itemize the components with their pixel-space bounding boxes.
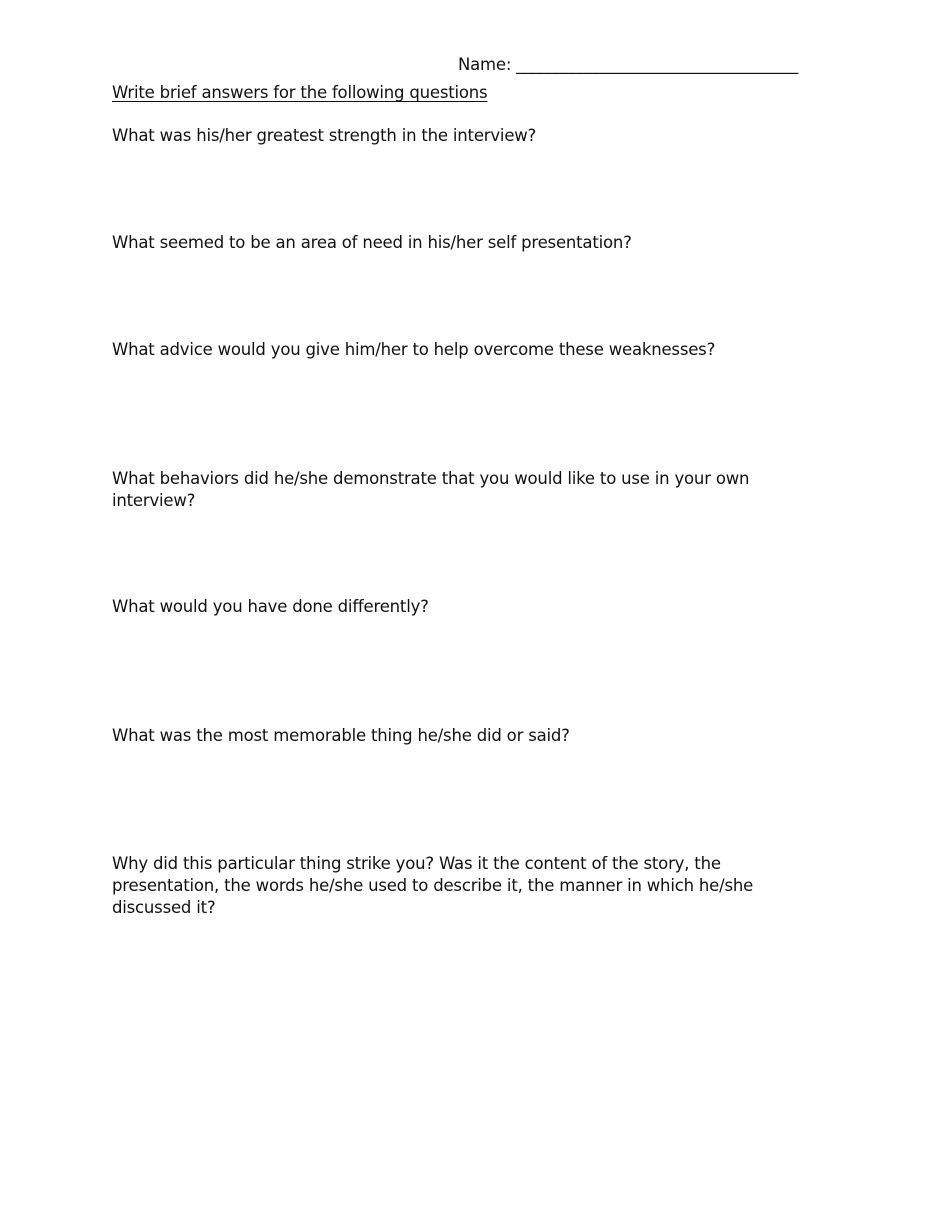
question-1: What was his/her greatest strength in the interview? bbox=[112, 126, 537, 145]
question-4: What behaviors did he/she demonstrate that you would like to use in your own interview? bbox=[112, 469, 750, 510]
question-6: What was the most memorable thing he/she did or said? bbox=[112, 726, 570, 745]
name-field-line: Name: ___________________________________ bbox=[458, 55, 799, 74]
question-5: What would you have done differently? bbox=[112, 597, 429, 616]
instructions-heading: Write brief answers for the following questions bbox=[112, 83, 488, 102]
question-7: Why did this particular thing strike you? Was it the content of the story, the presentation, the words he/she used to describe it, the manner in which he/she discussed it? bbox=[112, 854, 754, 917]
question-2: What seemed to be an area of need in his/her self presentation? bbox=[112, 233, 632, 252]
question-3: What advice would you give him/her to help overcome these weaknesses? bbox=[112, 340, 716, 359]
